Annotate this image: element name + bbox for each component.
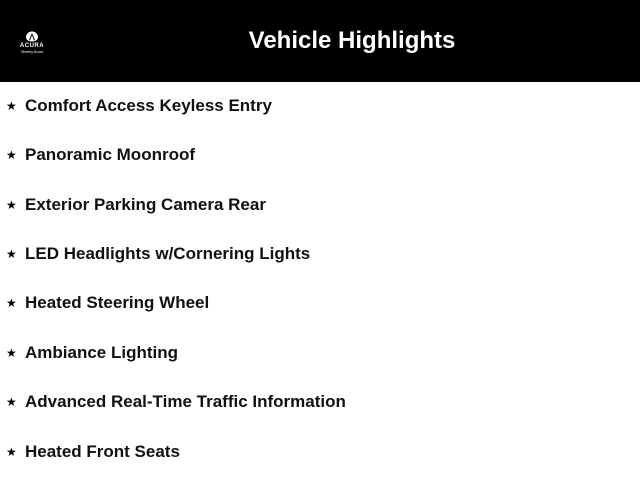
star-icon: ★ (6, 445, 17, 459)
page-title: Vehicle Highlights (248, 27, 456, 54)
star-icon: ★ (6, 99, 17, 113)
list-item (0, 193, 640, 217)
logo-brand: ACURA (19, 43, 45, 49)
logo-dealer-name: Sheehy Acura (21, 50, 43, 54)
list-item (0, 242, 640, 266)
star-icon: ★ (6, 296, 17, 310)
star-icon: ★ (6, 395, 17, 409)
star-icon: ★ (6, 148, 17, 162)
highlight-label: Comfort Access Keyless Entry (25, 96, 272, 115)
highlight-label: Ambiance Lighting (25, 343, 178, 362)
highlight-label: Heated Front Seats (25, 442, 180, 461)
star-icon: ★ (6, 198, 17, 212)
list-item (0, 440, 640, 464)
list-item (0, 341, 640, 365)
list-item (0, 94, 640, 118)
highlight-label: Exterior Parking Camera Rear (25, 195, 266, 214)
star-icon: ★ (6, 247, 17, 261)
list-item (0, 291, 640, 315)
list-item (0, 390, 640, 414)
acura-logo (17, 31, 47, 55)
list-item (0, 143, 640, 167)
acura-logo-icon (25, 31, 39, 42)
highlight-label: Advanced Real-Time Traffic Information (25, 392, 346, 411)
highlight-label: LED Headlights w/Cornering Lights (25, 244, 311, 263)
header-bar (0, 0, 640, 82)
highlight-label: Heated Steering Wheel (25, 293, 210, 312)
star-icon: ★ (6, 346, 17, 360)
highlight-label: Panoramic Moonroof (25, 145, 196, 164)
